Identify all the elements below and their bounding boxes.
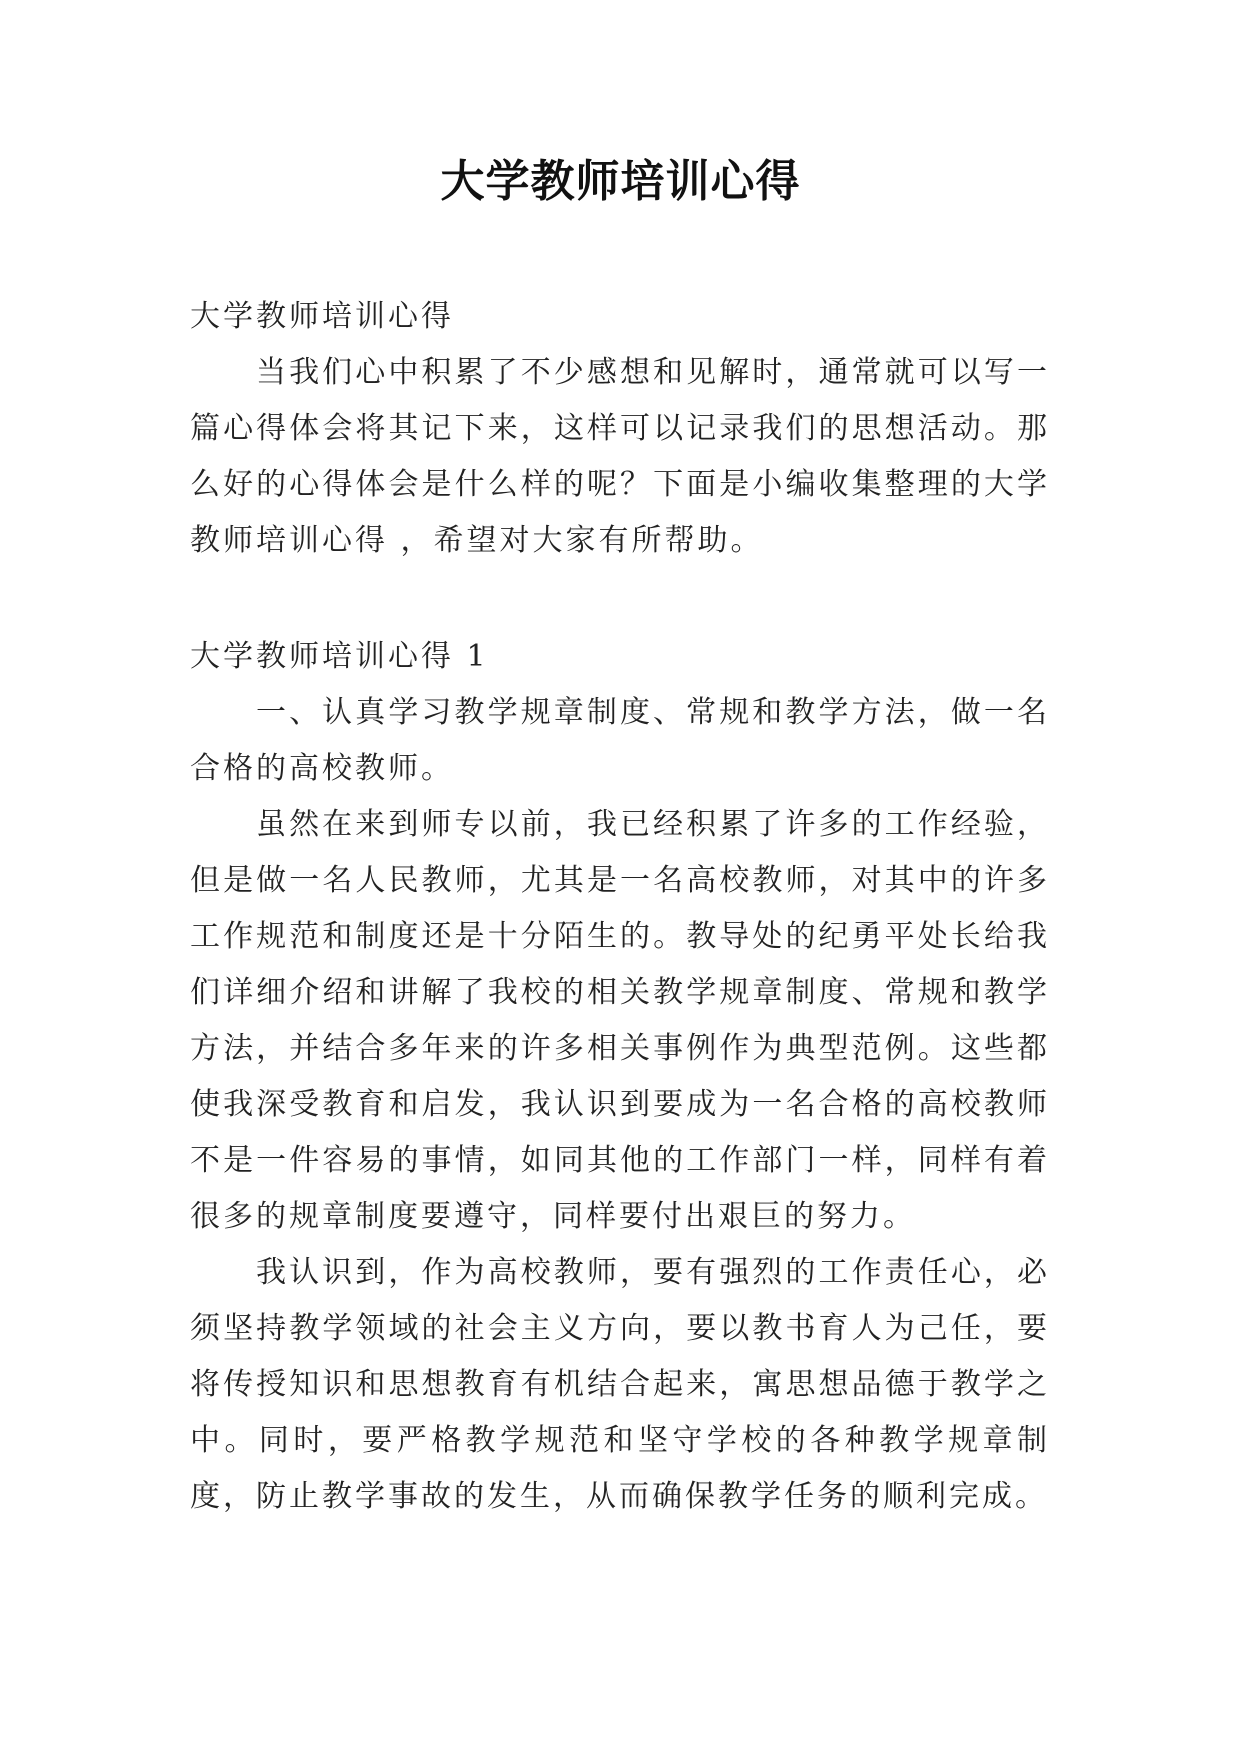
intro-paragraph: 当我们心中积累了不少感想和见解时，通常就可以写一篇心得体会将其记下来，这样可以记录我们的思想活动。那么好的心得体会是什么样的呢？下面是小编收集整理的大学教师培训心得 ，希望对大家有所帮助。 <box>190 355 1050 558</box>
intro-block <box>190 345 1050 569</box>
section-paragraph: 一、认真学习教学规章制度、常规和教学方法，做一名合格的高校教师。 <box>190 695 1050 786</box>
document-subtitle: 大学教师培训心得 <box>190 299 454 334</box>
section-paragraph: 我认识到，作为高校教师，要有强烈的工作责任心，必须坚持教学领域的社会主义方向，要以教书育人为己任，要将传授知识和思想教育有机结合起来，寓思想品德于教学之中。同时，要严格教学规范和坚守学校的各种教学规章制度，防止教学事故的发生，从而确保教学任务的顺利完成。 <box>190 1255 1050 1514</box>
section-paragraph: 虽然在来到师专以前，我已经积累了许多的工作经验，但是做一名人民教师，尤其是一名高校教师，对其中的许多工作规范和制度还是十分陌生的。教导处的纪勇平处长给我们详细介绍和讲解了我校的相关教学规章制度、常规和教学方法，并结合多年来的许多相关事例作为典型范例。这些都使我深受教育和启发，我认识到要成为一名合格的高校教师不是一件容易的事情，如同其他的工作部门一样，同样有着很多的规章制度要遵守，同样要付出艰巨的努力。 <box>190 807 1050 1234</box>
document-title: 大学教师培训心得 <box>440 156 801 207</box>
section-body <box>190 685 1050 1525</box>
section-heading: 大学教师培训心得 1 <box>190 639 489 674</box>
